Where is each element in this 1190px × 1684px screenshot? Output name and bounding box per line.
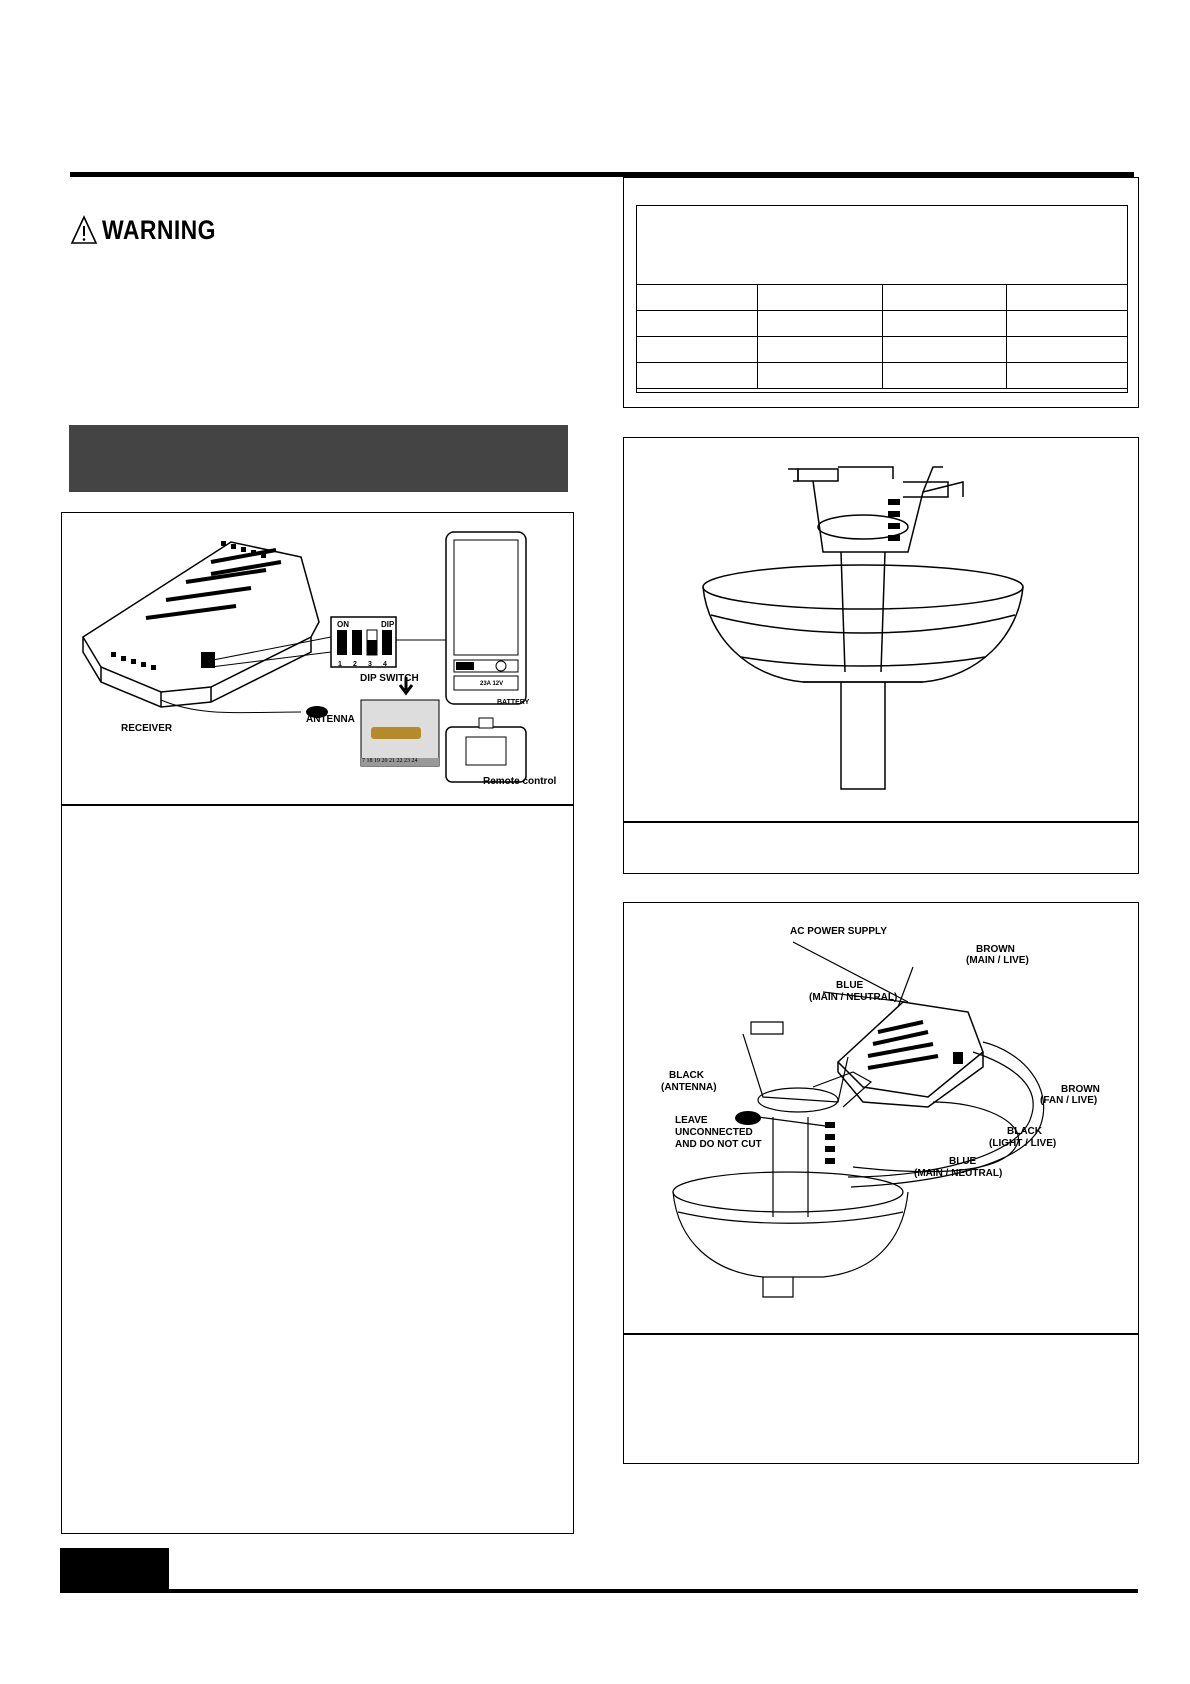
blue-main-label-2: (MAIN / NEUTRAL) [809,992,898,1003]
dip-number-4: 4 [383,661,387,668]
brown-fan-label-2: (FAN / LIVE) [1040,1095,1098,1106]
warning-triangle-icon [70,215,98,245]
table-row [637,337,1128,363]
brown-main-label-2: (MAIN / LIVE) [966,955,1029,966]
receiver-figure-divider [61,804,574,806]
dip-switch-label: DIP SWITCH [360,673,419,684]
ceiling-mount-illustration [623,437,1139,821]
dip-number-2: 2 [353,661,357,668]
warning-label: WARNING [102,214,216,245]
blue-main-label-1: BLUE [836,980,864,991]
ac-power-supply-label: AC POWER SUPPLY [790,926,887,937]
mount-figure-divider [623,821,1139,823]
dip-number-1: 1 [338,661,342,668]
table-row [637,363,1128,389]
table-row [637,285,1128,311]
receiver-label: RECEIVER [121,723,173,734]
brown-main-label-1: BROWN [976,944,1015,955]
leave-label-3: AND DO NOT CUT [675,1139,762,1150]
battery-label: BATTERY [497,699,530,706]
antenna-label: ANTENNA [306,714,355,725]
leave-label-2: UNCONNECTED [675,1127,753,1138]
wiring-figure-divider [623,1333,1139,1335]
receiver-illustration [61,512,574,804]
leave-label-1: LEAVE [675,1115,708,1126]
dip-number-3: 3 [368,661,372,668]
dip-dip-label: DIP [381,620,395,629]
blue-neutral-label-2: (MAIN / NEUTRAL) [914,1168,1003,1179]
blue-neutral-label-1: BLUE [949,1156,977,1167]
page-number-block [60,1548,169,1592]
section-banner [69,425,568,492]
brown-fan-label-1: BROWN [1061,1084,1100,1095]
black-light-label-1: BLACK [1007,1126,1042,1137]
footer-rule [60,1589,1138,1593]
black-light-label-2: (LIGHT / LIVE) [989,1138,1057,1149]
table-row [637,311,1128,337]
dip-on-label: ON [337,620,349,629]
black-antenna-label-2: (ANTENNA) [661,1082,717,1093]
black-antenna-label-1: BLACK [669,1070,704,1081]
warning-heading [70,210,236,250]
remote-control-label: Remote control [483,776,557,787]
ruler-label: 7 18 19 20 21 22 23 24 [362,758,418,764]
spec-table [636,284,1128,389]
battery-spec-label: 23A 12V [480,681,504,687]
